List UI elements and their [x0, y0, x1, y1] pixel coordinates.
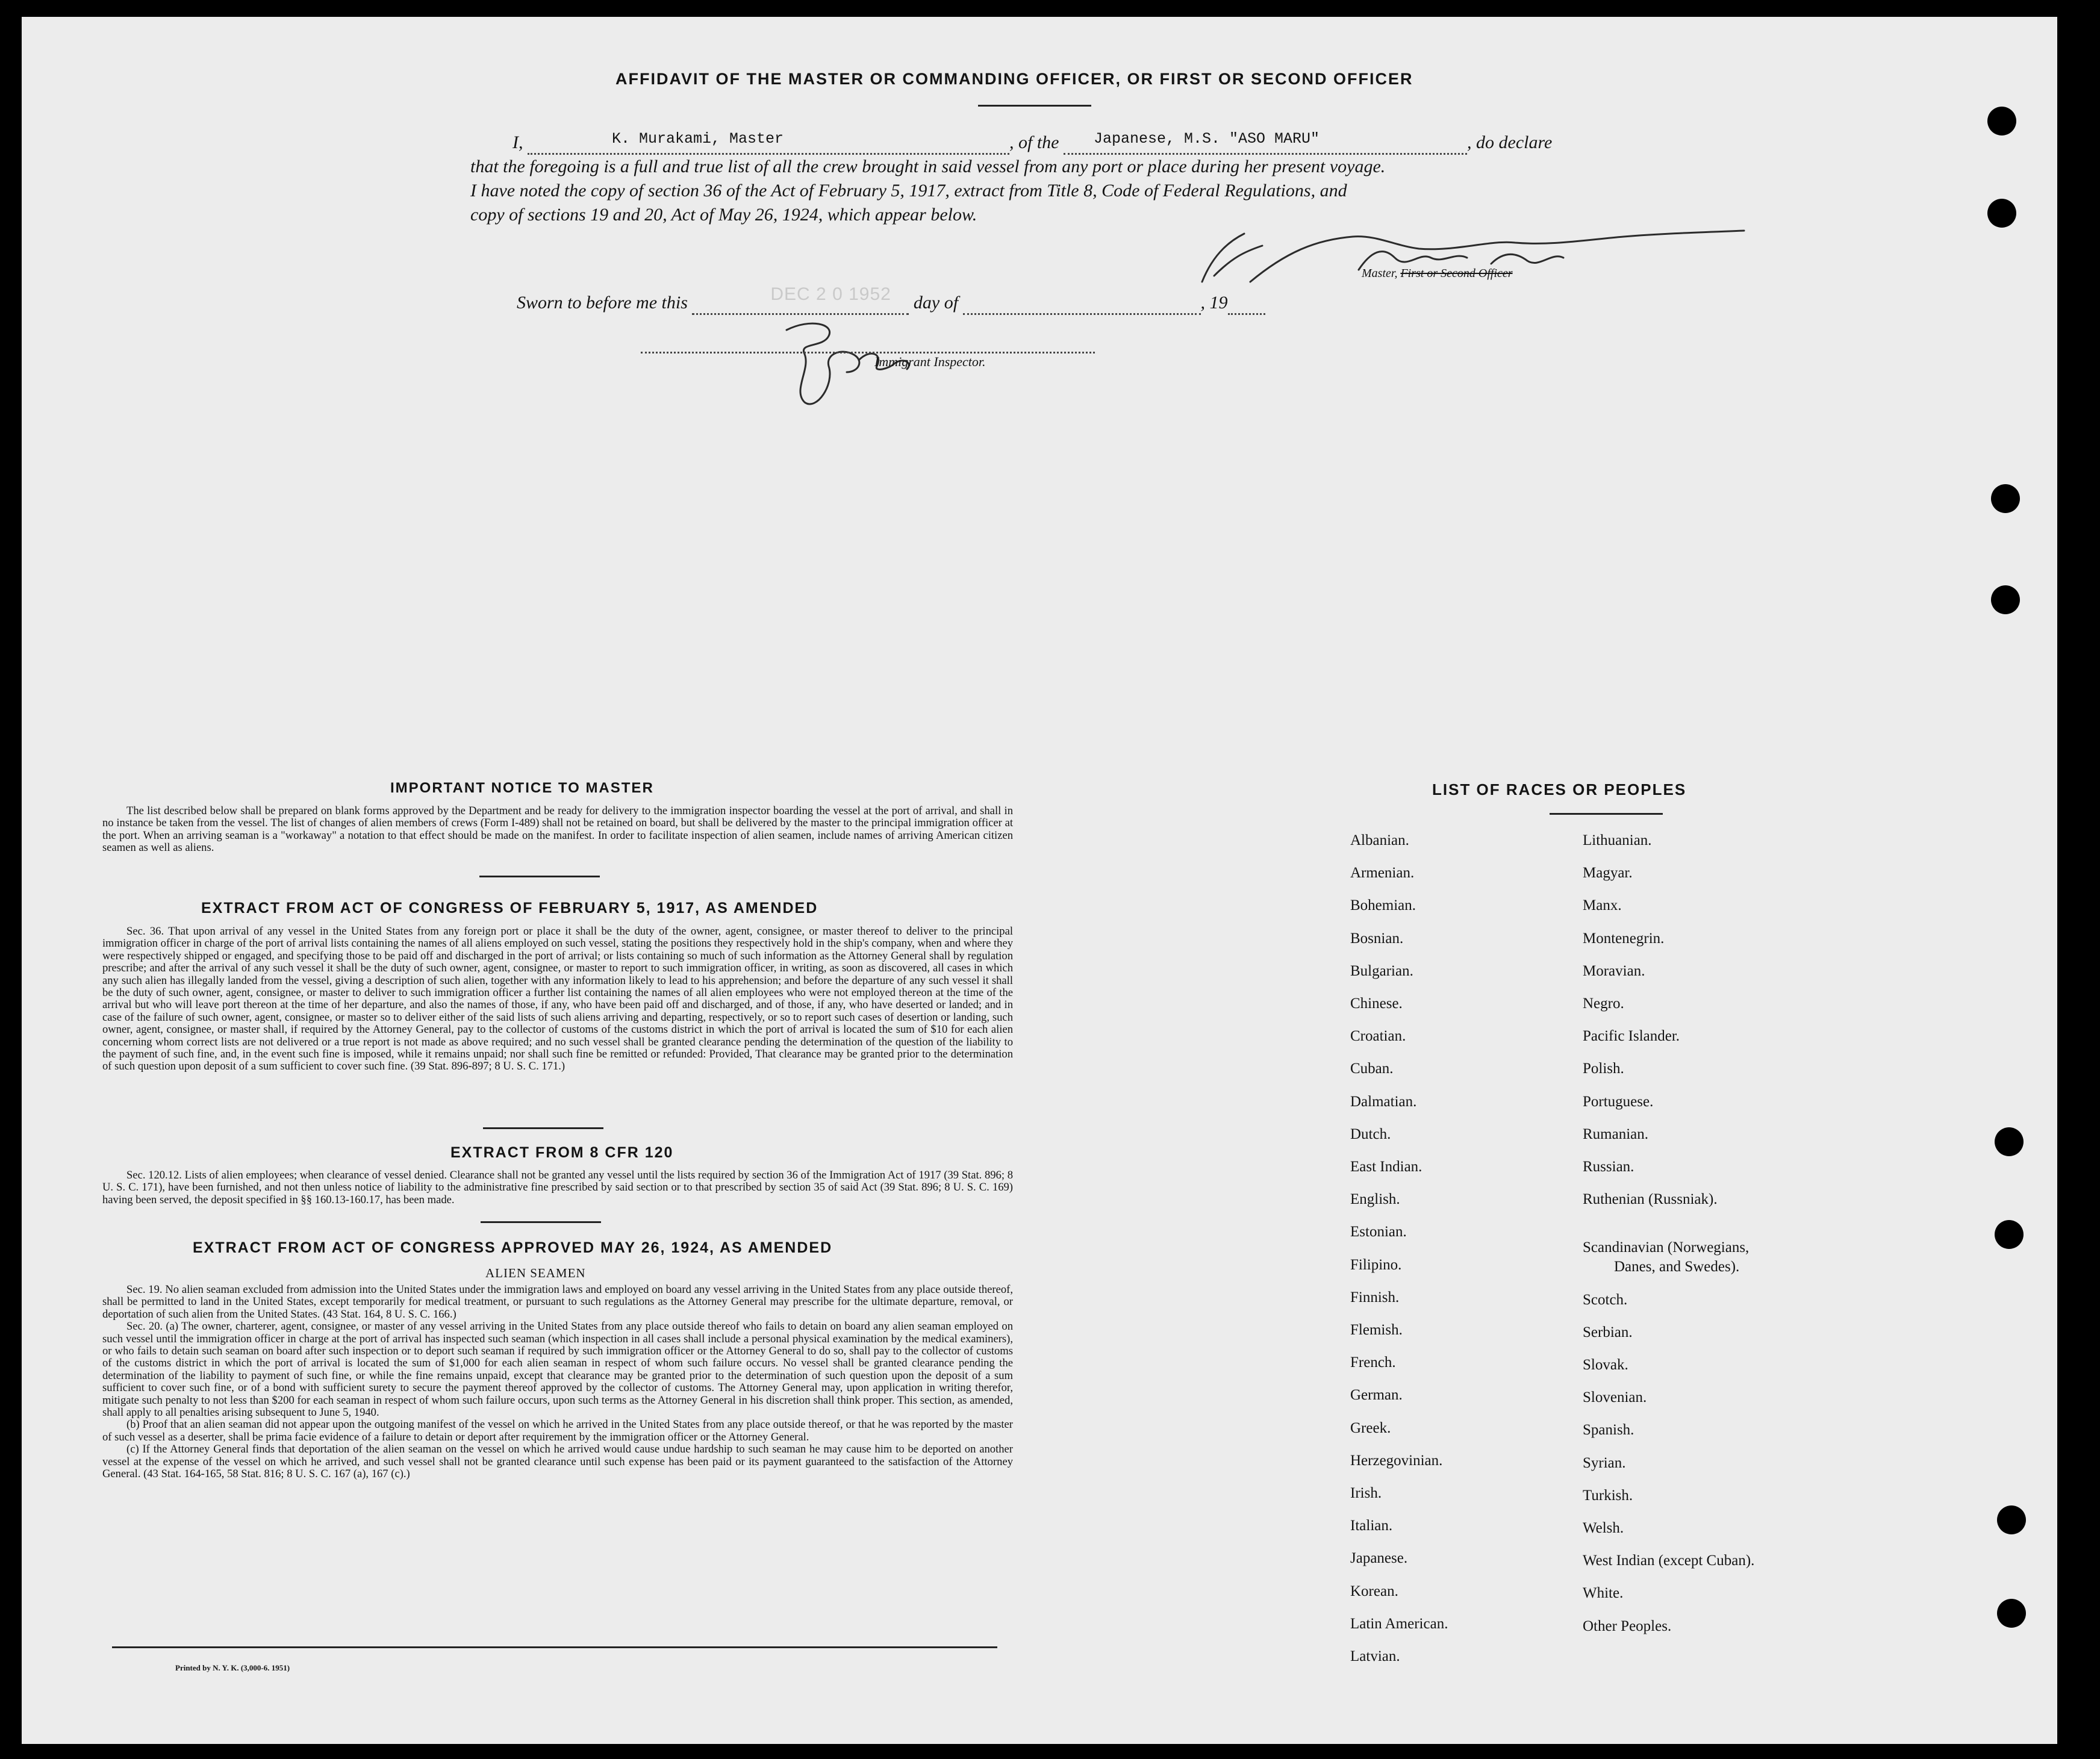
master-signature: [1178, 216, 1756, 300]
race-item: Slovenian.: [1583, 1389, 1647, 1406]
race-item: Flemish.: [1350, 1322, 1403, 1338]
race-item: Ruthenian (Russniak).: [1583, 1191, 1718, 1208]
struck-officer-label: First or Second Officer: [1400, 267, 1513, 280]
race-item: Filipino.: [1350, 1256, 1402, 1273]
punch-hole: [1987, 107, 2016, 135]
affidavit-line-2: that the foregoing is a full and true list of all the crew brought in said vessel from any port or place during her present voyage.: [470, 157, 1386, 176]
punch-hole: [1995, 1127, 2024, 1156]
race-item: Finnish.: [1350, 1289, 1400, 1306]
extract-1924-body: [102, 1284, 1013, 1481]
affidavit-title: AFFIDAVIT OF THE MASTER OR COMMANDING OFFICER, OR FIRST OR SECOND OFFICER: [615, 70, 1413, 88]
affidavit-line-4: copy of sections 19 and 20, Act of May 26, 1924, which appear below.: [470, 205, 977, 225]
sec-19-paragraph: Sec. 19. No alien seaman excluded from admission into the United States under the immigration laws and employed on board any vessel arriving in the United States from any place outside thereof, shall be permitted to land in the United States, except temporarily for medical treatment, or pursuant to such regulations as the Attorney General may prescribe for the ultimate departure, removal, or deportation of such alien from the United States. (43 Stat. 164, 8 U. S. C. 166.): [102, 1283, 1013, 1321]
notice-text: The list described below shall be prepared on blank forms approved by the Department and be ready for delivery to the immigration inspector boarding the vessel at the port of arrival, and shall in no instance be taken from the vessel. The list of changes of alien members of crews (Form I-489) shall not be retained on board, but shall be delivered by the master to the principal immigration officer at the port. When an arriving seaman is a "workaway" a notation to that effect should be made on the manifest. In order to facilitate inspection of alien seamen, include names of arriving American citizen seamen as well as aliens.: [102, 805, 1013, 855]
race-item: Dutch.: [1350, 1125, 1391, 1142]
race-item: Japanese.: [1350, 1550, 1408, 1567]
day-of-label: day of: [913, 293, 959, 313]
race-item: Other Peoples.: [1583, 1617, 1672, 1634]
punch-hole: [1991, 585, 2020, 614]
race-item: Bohemian.: [1350, 897, 1416, 914]
race-item: French.: [1350, 1354, 1396, 1371]
race-item: Greek.: [1350, 1419, 1391, 1436]
races-title: LIST OF RACES OR PEOPLES: [1432, 780, 1687, 799]
race-item: Dalmatian.: [1350, 1093, 1417, 1110]
race-item: Cuban.: [1350, 1060, 1394, 1077]
punch-hole: [1997, 1505, 2026, 1534]
race-item: Portuguese.: [1583, 1093, 1654, 1110]
extract-cfr-text: Sec. 120.12. Lists of alien employees; when clearance of vessel denied. Clearance shall not be granted any vessel until the lists required by section 36 of the Immigration Act of 1917 (39 Stat. 896; 8 U. S. C. 171), have been furnished, and not then unless notice of liability to the administrative fine prescribed by said section or to that prescribed by section 35 of said Act (39 Stat. 896; 8 U. S. C. 169) having been served, the deposit specified in §§ 160.13-160.17, has been made.: [102, 1169, 1013, 1206]
race-item: Russian.: [1583, 1159, 1634, 1175]
race-item: Serbian.: [1583, 1324, 1633, 1340]
extract-1917-text: Sec. 36. That upon arrival of any vessel in the United States from any foreign port or place it shall be the duty of the owner, agent, consignee, or master thereof to deliver to the principal immigration officer in charge of the port of arrival lists containing the names of all aliens employed on such vessel, stating the positions they respectively hold in the ship's company, when and where they were respectively shipped or engaged, and specifying those to be paid off and discharged in the port of arrival; or lists containing so much of such information as the Attorney General shall by regulation prescribe; and after the arrival of any such vessel it shall be the duty of such owner, agent, consignee, or master to report to such immigration officer, in writing, as soon as discovered, all cases in which any such alien has illegally landed from the vessel, giving a description of such alien, together with any information likely to lead to his apprehension; and before the departure of any such vessel it shall be the duty of such owner, agent, consignee, or master to deliver to such immigration officer a further list containing the names of all alien employees who were not employed thereon at the time of the arrival but who will leave port thereon at the time of her departure, and also the names of those, if any, who have been paid off and discharged, and of those, if any, who have deserted or landed; and in case of the failure of such owner, agent, consignee, or master so to deliver either of the said lists of such aliens arriving and departing, respectively, or so to report such cases of desertion or landing, such owner, agent, consignee, or master shall, if required by the Attorney General, pay to the collector of customs of the customs district in which the port of arrival is located the sum of $10 for each alien concerning whom correct lists are not delivered or a true report is not made as above required; and no such vessel shall be granted clearance pending the determination of the question of the liability to the payment of such fine, and, in the event such fine is imposed, while it remains unpaid; nor shall such fine be remitted or refunded: Provided, That clearance may be granted prior to the determination of such question upon deposit of a sum sufficient to cover such fine. (39 Stat. 896-897; 8 U. S. C. 171.): [102, 925, 1013, 1073]
master-name-value: K. Murakami, Master: [612, 130, 784, 148]
race-item: Lithuanian.: [1583, 832, 1652, 848]
race-item: Montenegrin.: [1583, 930, 1665, 947]
affidavit-i: I,: [513, 132, 523, 152]
vessel-value: Japanese, M.S. "ASO MARU": [1094, 130, 1320, 148]
do-declare-label: , do declare: [1467, 132, 1553, 152]
race-item: Latin American.: [1350, 1615, 1448, 1632]
document-page: [22, 17, 2057, 1744]
race-item: Spanish.: [1583, 1422, 1634, 1439]
vessel-field: [1064, 132, 1467, 155]
month-field: [963, 293, 1201, 315]
race-item: Polish.: [1583, 1060, 1624, 1077]
race-item: German.: [1350, 1387, 1403, 1404]
inspector-label: Immigrant Inspector.: [874, 354, 986, 369]
race-item: Magyar.: [1583, 865, 1633, 882]
punch-hole: [1991, 484, 2020, 513]
race-item: White.: [1583, 1585, 1624, 1602]
year-field: [1228, 293, 1265, 315]
race-item: Rumanian.: [1583, 1125, 1649, 1142]
extract-cfr-title: EXTRACT FROM 8 CFR 120: [450, 1144, 674, 1161]
races-rule: [1550, 813, 1663, 815]
sec-20a-paragraph: Sec. 20. (a) The owner, charterer, agent, consignee, or master of any vessel arriving in the United States from any place outside thereof who fails to detain on board any alien seaman employed on such vessel until the immigration officer in charge at the port of arrival has inspected such seaman (which inspection in all cases shall include a personal physical examination by the medical examiners), or who fails to detain such seaman on board after such inspection or to deport such seaman if required by such immigration officer or the Attorney General to do so, shall pay to the collector of customs of the customs district in which the port of arrival is located the sum of $1,000 for each alien seaman in respect of whom such failure occurs. No vessel shall be granted clearance pending the determination of the liability to payment of such fine, or while the fine remains unpaid, except that clearance may be granted prior to the determination of such question upon the deposit of a sum sufficient to cover such fine, or of a bond with sufficient surety to secure the payment thereof approved by the collector of customs. The Attorney General may, upon application in writing therefor, mitigate such penalty to not less than $200 for each seaman in respect of whom such failure occurs, upon such terms as the Attorney General in his discretion shall think proper. This section, as amended, shall apply to all penalties arising subsequent to June 5, 1940.: [102, 1320, 1013, 1419]
race-item: Latvian.: [1350, 1648, 1400, 1664]
affidavit-line-3: I have noted the copy of section 36 of the Act of February 5, 1917, extract from Title 8, Code of Federal Regulations, and: [470, 181, 1347, 201]
affidavit-title-rule: [978, 105, 1091, 107]
race-item: Herzegovinian.: [1350, 1452, 1443, 1469]
race-item: Syrian.: [1583, 1454, 1626, 1471]
punch-hole: [1995, 1220, 2024, 1249]
race-item: Welsh.: [1583, 1520, 1624, 1536]
alien-seamen-subtitle: ALIEN SEAMEN: [485, 1266, 586, 1280]
race-item: East Indian.: [1350, 1159, 1422, 1175]
punch-hole: [1987, 199, 2016, 228]
race-item: Scandinavian (Norwegians,: [1583, 1239, 1749, 1256]
footer-rule: [112, 1646, 997, 1648]
race-item: Turkish.: [1583, 1487, 1633, 1504]
of-the-label: , of the: [1009, 132, 1059, 152]
race-item: Estonian.: [1350, 1224, 1407, 1241]
race-item: Chinese.: [1350, 995, 1403, 1012]
master-name-field: [528, 132, 1009, 155]
race-item: Moravian.: [1583, 962, 1645, 979]
sec-20b-paragraph: (b) Proof that an alien seaman did not appear upon the outgoing manifest of the vessel on which he arrived in the United States from any place outside thereof, or that he was reported by the master of such vessel as a deserter, shall be prima facie evidence of a failure to detain or deport after requirement by the immigration officer or the Attorney General.: [102, 1418, 1013, 1443]
race-item: Negro.: [1583, 995, 1624, 1012]
race-item: Scotch.: [1583, 1291, 1628, 1308]
extract-cfr-rule: [481, 1221, 601, 1223]
race-item: West Indian (except Cuban).: [1583, 1552, 1755, 1569]
notice-title: IMPORTANT NOTICE TO MASTER: [390, 780, 654, 796]
race-item: Manx.: [1583, 897, 1622, 914]
extract-1917-rule: [483, 1127, 603, 1129]
race-item: Danes, and Swedes).: [1614, 1259, 1740, 1275]
notice-rule: [479, 876, 600, 877]
date-stamp: DEC 2 0 1952: [770, 284, 891, 304]
affidavit-line-1: [513, 132, 1552, 155]
race-item: Pacific Islander.: [1583, 1028, 1680, 1045]
master-label: Master,: [1362, 267, 1398, 280]
printer-imprint: Printed by N. Y. K. (3,000-6. 1951): [175, 1663, 290, 1672]
race-item: Bulgarian.: [1350, 962, 1413, 979]
punch-hole: [1997, 1599, 2026, 1628]
sworn-label: Sworn to before me this: [517, 293, 688, 313]
race-item: English.: [1350, 1191, 1400, 1208]
race-item: Irish.: [1350, 1485, 1382, 1501]
signature-caption: [1362, 267, 1513, 281]
race-item: Korean.: [1350, 1583, 1398, 1599]
race-item: Slovak.: [1583, 1357, 1628, 1373]
race-item: Italian.: [1350, 1518, 1393, 1534]
extract-1917-title: EXTRACT FROM ACT OF CONGRESS OF FEBRUARY 5, 1917, AS AMENDED: [201, 900, 818, 917]
race-item: Armenian.: [1350, 865, 1415, 882]
extract-1924-title: EXTRACT FROM ACT OF CONGRESS APPROVED MAY 26, 1924, AS AMENDED: [193, 1239, 833, 1256]
race-item: Croatian.: [1350, 1028, 1406, 1045]
sec-20c-paragraph: (c) If the Attorney General finds that deportation of the alien seaman on the vessel on which he arrived would cause undue hardship to such seaman he may cause him to be deported on another vessel at the expense of the vessel on which he arrived, and such vessel shall not be granted clearance until such expense has been paid or its payment guaranteed to the satisfaction of the Attorney General. (43 Stat. 164-165, 58 Stat. 816; 8 U. S. C. 167 (a), 167 (c).): [102, 1443, 1013, 1481]
race-item: Bosnian.: [1350, 930, 1404, 947]
inspector-line: [641, 352, 1095, 353]
year-label: , 19: [1200, 293, 1228, 313]
race-item: Albanian.: [1350, 832, 1409, 848]
